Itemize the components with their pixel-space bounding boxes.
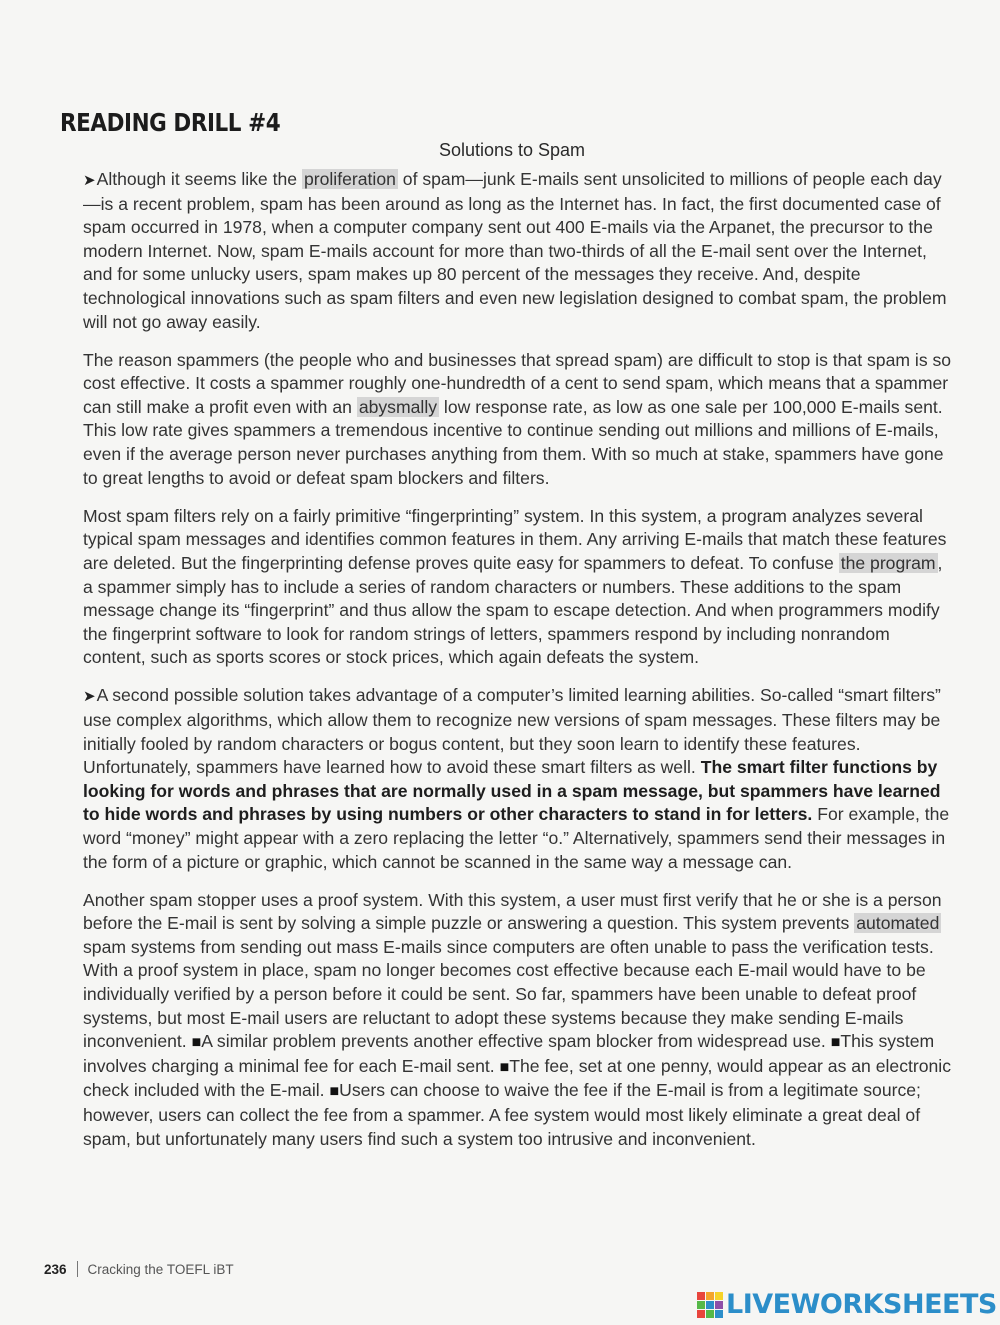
logo-cell — [715, 1301, 723, 1309]
passage-text: Another spam stopper uses a proof system. With this system, a user must first verify that he or she is a person before the E-mail is sent by solving a simple puzzle or answering a question. This system prevents — [83, 889, 942, 934]
highlighted-vocab-word[interactable]: proliferation — [303, 169, 396, 189]
logo-cell — [706, 1292, 714, 1300]
passage-text: The reason spammers (the people who and businesses that spread spam) are difficult to stop is that spam is so cost effective. It costs a spammer roughly one-hundredth of a cent to send spam, which means that a spammer can still make a profit even with an — [83, 349, 952, 417]
paragraph-3 — [83, 505, 953, 670]
logo-cell — [715, 1310, 723, 1318]
paragraph-arrow-icon: ➤ — [83, 688, 96, 706]
passage-text: of spam—junk E-mails sent unsolicited to millions of people each day—is a recent problem, spam has been around as long as the Internet has. In fact, the first documented case of spam occurred in 1978, when a computer company sent out 400 E-mails via the Arpanet, the precursor to the modern Internet. Now, spam E-mails account for more than two-thirds of all the E-mail sent over the Internet, and for some unlucky users, spam makes up 80 percent of the messages they receive. And, despite technological innovations such as spam filters and even new legislation designed to combat spam, the problem will not go away easily. — [83, 169, 947, 332]
paragraph-5 — [83, 889, 953, 1152]
passage-text: This system involves charging a minimal fee for each E-mail sent. — [83, 1031, 935, 1076]
book-title: Cracking the TOEFL iBT — [87, 1261, 234, 1277]
bold-sentence: The smart filter functions by looking for words and phrases that are normally used in a spam message, but spammers have learned to hide words and phrases by using numbers or other characters to stand in for letters. — [83, 757, 941, 825]
page-number: 236 — [44, 1261, 67, 1277]
drill-title: READING DRILL #4 — [60, 108, 281, 137]
paragraph-arrow-icon: ➤ — [83, 172, 96, 189]
insertion-square-marker[interactable]: ■ — [830, 1034, 841, 1052]
passage-text: A similar problem prevents another effective spam blocker from widespread use. — [201, 1031, 831, 1052]
passage-text: Most spam filters rely on a fairly primitive “fingerprinting” system. In this system, a program analyzes several typical spam messages and identifies common features in them. Any arriving E-mails that match these features are deleted. But the fingerprinting defense proves quite easy for spammers to defeat. To confuse — [83, 505, 947, 573]
insertion-square-marker[interactable]: ■ — [329, 1083, 340, 1101]
insertion-square-marker[interactable]: ■ — [499, 1058, 510, 1076]
passage-body — [83, 168, 953, 1166]
liveworksheets-logo-icon — [697, 1292, 723, 1318]
paragraph-4 — [83, 684, 953, 874]
passage-title: Solutions to Spam — [438, 140, 586, 160]
logo-cell — [697, 1310, 705, 1318]
logo-cell — [697, 1301, 705, 1309]
passage-text: , a spammer simply has to include a series of random characters or numbers. These additions to the spam message change its “fingerprint” and thus allow the spam to escape detection. And when programmers modify the fingerprint software to look for random strings of letters, spammers respond by including nonrandom content, such as sports scores or stock prices, which again defeats the system. — [83, 552, 943, 668]
highlighted-vocab-word[interactable]: the program — [840, 552, 936, 573]
paragraph-1 — [83, 168, 953, 334]
passage-text: For example, the word “money” might appear with a zero replacing the letter “o.” Alternatively, spammers send their messages in the form of a picture or graphic, which cannot be scanned in the same way a message can. — [83, 804, 950, 872]
logo-cell — [715, 1292, 723, 1300]
footer-divider — [77, 1261, 78, 1277]
watermark-text: LIVEWORKSHEETS — [726, 1289, 997, 1320]
passage-text: spam systems from sending out mass E-mails since computers are often unable to pass the verification tests. With a proof system in place, spam no longer becomes cost effective because each E-mail would have to be individually verified by a person before it could be sent. So far, spammers have been unable to defeat proof systems, but most E-mail users are reluctant to adopt these systems because they make sending E-mails inconvenient. — [83, 936, 934, 1052]
highlighted-vocab-word[interactable]: automated — [856, 913, 940, 934]
passage-text: low response rate, as low as one sale per 100,000 E-mails sent. This low rate gives spammers a tremendous incentive to continue sending out millions and millions of E-mails, even if the average person never purchases anything from them. With so much at stake, spammers have gone to great lengths to avoid or defeat spam blockers and filters. — [83, 396, 944, 488]
passage-text: Although it seems like the — [96, 169, 302, 189]
passage-text: A second possible solution takes advantage of a computer’s limited learning abilities. So-called “smart filters” use complex algorithms, which allow them to recognize new versions of spam messages. These filters may be initially fooled by random characters or bogus content, but they soon learn to identify these features. Unfortunately, spammers have learned how to avoid these smart filters as well. — [83, 685, 941, 778]
passage-text: Users can choose to waive the fee if the E-mail is from a legitimate source; however, users can collect the fee from a spammer. A fee system would most likely eliminate a great deal of spam, but unfortunately many users find such a system too intrusive and inconvenient. — [83, 1080, 921, 1149]
paragraph-2 — [83, 349, 953, 491]
insertion-square-marker[interactable]: ■ — [191, 1034, 202, 1052]
page-footer — [44, 1261, 234, 1277]
liveworksheets-watermark[interactable] — [697, 1289, 997, 1320]
highlighted-vocab-word[interactable]: abysmally — [358, 396, 438, 417]
logo-cell — [697, 1292, 705, 1300]
passage-text: The fee, set at one penny, would appear as an electronic check included with the E-mail. — [83, 1055, 952, 1101]
logo-cell — [706, 1301, 714, 1309]
logo-cell — [706, 1310, 714, 1318]
